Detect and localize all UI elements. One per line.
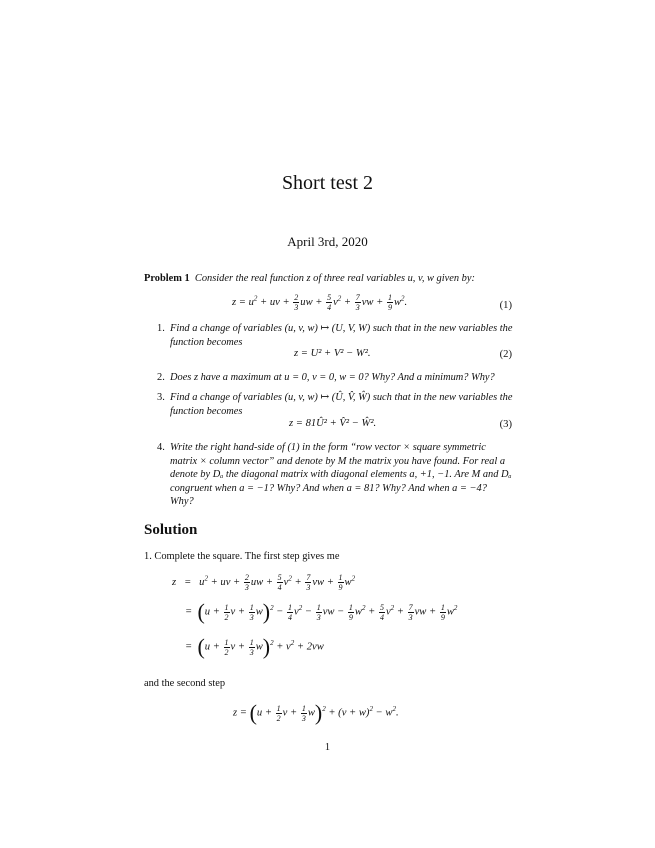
date: April 3rd, 2020 <box>287 234 368 249</box>
item-2 <box>157 371 513 385</box>
page-title: Short test 2 <box>281 172 374 194</box>
equation-2-number: (2) <box>499 349 512 360</box>
solution-step-2: and the second step <box>144 678 226 689</box>
item-4 <box>157 441 513 509</box>
problem-label: Problem 1 <box>144 273 190 284</box>
derivation-final: z = (u + $\frac{1}{2}$ v + $\frac{1}{3}$ $w)^2 + (v + w)^2 - w^2$. <box>233 700 399 725</box>
derivation-line-1: $z = u^2$ + uv + $\frac{2}{3}$ uw + $\frac{5}{4}$ $v^2$ + $\frac{7}{3}$ vw + $\frac{1}{9}$ $w^2$ <box>172 573 356 592</box>
item-2-number: 2. <box>157 372 165 383</box>
problem-intro: Consider the real function z of three real variables u, v, w given by: <box>194 273 475 284</box>
item-3-number: 3. <box>157 392 165 403</box>
equation-2: z = U² + V² − W². <box>294 348 371 359</box>
equation-1-number: (1) <box>499 300 512 311</box>
item-2-text: Does z have a maximum at u = 0, v = 0, w = 0? Why? And a minimum? Why? <box>170 372 495 383</box>
equation-1: $z = u^2$ + uv + $\frac{2}{3}$ uw + $\frac{5}{4}$ $v^2$ + $\frac{7}{3}$ vw + $\frac{1}{9}$ $w^2$. <box>232 293 408 312</box>
solution-step-1: 1. Complete the square. The first step gives me <box>144 551 340 562</box>
item-4-number: 4. <box>157 442 165 453</box>
item-3 <box>157 391 513 418</box>
page-number: 1 <box>324 742 331 753</box>
item-1-text: Find a change of variables (u, v, w) ↦ (U, V, W) such that in the new variables the function becomes <box>170 323 513 348</box>
solution-heading: Solution <box>144 522 198 538</box>
equation-3: z = 81Û² + V̂² − Ŵ². <box>289 418 377 429</box>
item-4-text: Write the right hand-side of (1) in the form “row vector × square symmetric matrix × column vector” and denote by M the matrix you have found. For real a denote by Dₐ the diagonal matrix with diagonal elements a, +1, −1. Are M and Dₐ congruent when a = −1? Why? And when a = 81? Why? And when a = −4? Why? <box>170 442 512 508</box>
item-1-number: 1. <box>157 323 165 334</box>
derivation-line-2: = (u + $\frac{1}{2}$ v + $\frac{1}{3}$ w)$^2$ − $\frac{1}{4}$ $v^2$ − $\frac{1}{3}$ vw − $\frac{1}{9}$ $w^2$ + $\frac{5}{4}$ $v^2$ + $\frac{7}{3}$ vw + $\frac{1}{9}$ $w^2$ <box>185 599 458 624</box>
problem-statement <box>144 272 514 286</box>
item-1 <box>157 322 513 349</box>
item-3-text: Find a change of variables (u, v, w) ↦ (Û, V̂, Ŵ) such that in the new variables the function becomes <box>170 392 513 417</box>
derivation-line-3: = (u + $\frac{1}{2}$ v + $\frac{1}{3}$ $w)^2 + v^2 + 2vw$ <box>185 634 324 659</box>
equation-3-number: (3) <box>499 419 512 430</box>
